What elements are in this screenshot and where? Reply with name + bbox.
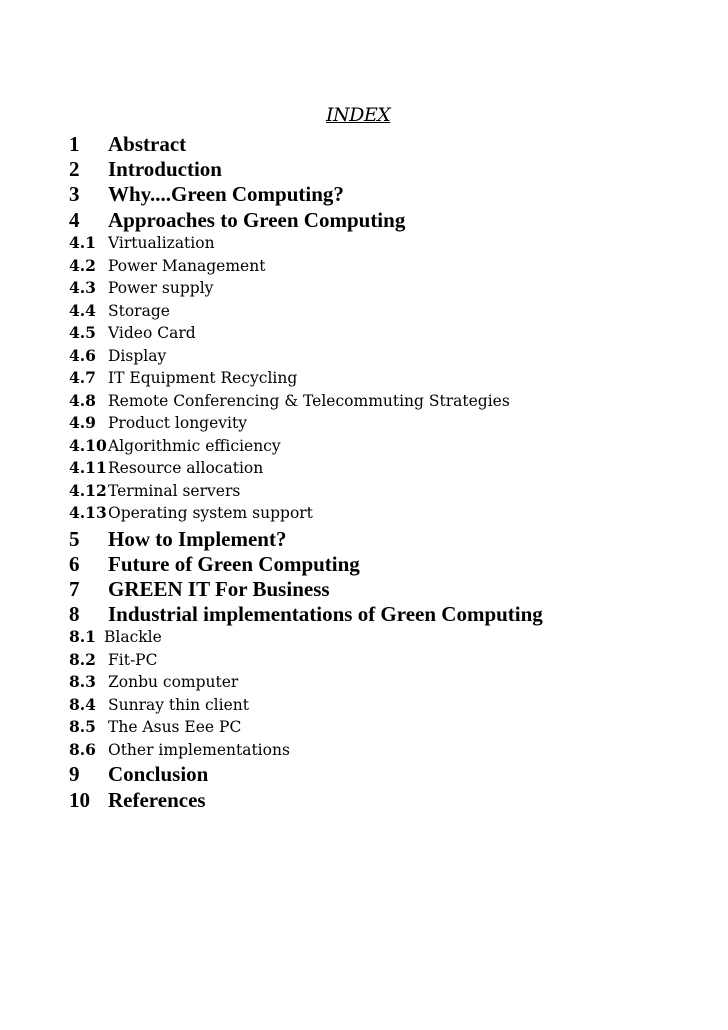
toc-entry-number: 4.13: [69, 503, 107, 522]
toc-subsection-entry: [69, 323, 196, 343]
toc-entry-label: Zonbu computer: [108, 673, 239, 691]
toc-entry-label: Algorithmic efficiency: [108, 437, 281, 455]
toc-subsection-entry: [69, 413, 247, 433]
toc-entry-number: 4.12: [69, 481, 107, 500]
toc-subsection-entry: [69, 503, 313, 523]
toc-entry-number: 5: [69, 527, 80, 551]
toc-section-entry: [69, 182, 344, 206]
toc-section-entry: [69, 602, 543, 626]
page-title: INDEX: [326, 104, 391, 126]
toc-entry-number: 4.10: [69, 436, 107, 455]
toc-entry-label: Future of Green Computing: [108, 552, 360, 576]
toc-entry-label: IT Equipment Recycling: [108, 369, 298, 387]
toc-subsection-entry: [69, 436, 281, 456]
toc-entry-label: Display: [108, 347, 167, 365]
toc-section-entry: [69, 788, 206, 812]
toc-section-entry: [69, 762, 208, 786]
toc-subsection-entry: [69, 672, 238, 692]
toc-entry-number: 4.9: [69, 413, 96, 432]
toc-section-entry: [69, 527, 286, 551]
toc-entry-number: 4.8: [69, 391, 96, 410]
toc-entry-number: 4.6: [69, 346, 96, 365]
toc-entry-label: Virtualization: [108, 234, 215, 252]
toc-entry-number: 8.3: [69, 672, 96, 691]
toc-subsection-entry: [69, 695, 249, 715]
toc-entry-number: 6: [69, 552, 80, 576]
toc-entry-label: Fit-PC: [108, 651, 158, 669]
toc-entry-number: 4.11: [69, 458, 107, 477]
toc-entry-label: Abstract: [108, 132, 187, 156]
toc-entry-number: 4: [69, 208, 80, 232]
toc-entry-number: 2: [69, 157, 80, 181]
toc-entry-number: 7: [69, 577, 80, 601]
toc-entry-label: Other implementations: [108, 741, 290, 759]
toc-entry-label: Product longevity: [108, 414, 247, 432]
toc-subsection-entry: [69, 391, 510, 411]
toc-section-entry: [69, 157, 222, 181]
toc-subsection-entry: [69, 256, 265, 276]
toc-entry-label: Remote Conferencing & Telecommuting Strategies: [108, 392, 510, 410]
toc-subsection-entry: [69, 740, 290, 760]
toc-subsection-entry: [69, 481, 240, 501]
toc-entry-number: 8.5: [69, 717, 96, 736]
toc-section-entry: [69, 552, 360, 576]
toc-entry-label: How to Implement?: [108, 527, 287, 551]
toc-entry-label: Industrial implementations of Green Computing: [108, 602, 543, 626]
toc-entry-label: Video Card: [108, 324, 196, 342]
toc-subsection-entry: [69, 650, 157, 670]
toc-entry-label: Storage: [108, 302, 170, 320]
toc-subsection-entry: [69, 278, 213, 298]
toc-entry-label: Conclusion: [108, 762, 209, 786]
toc-entry-label: References: [108, 788, 206, 812]
toc-entry-number: 10: [69, 788, 90, 812]
toc-entry-number: 8.6: [69, 740, 96, 759]
toc-entry-label: Power Management: [108, 257, 266, 275]
toc-entry-number: 8: [69, 602, 80, 626]
toc-entry-number: 3: [69, 182, 80, 206]
toc-entry-number: 4.2: [69, 256, 96, 275]
toc-entry-number: 9: [69, 762, 80, 786]
toc-subsection-entry: [69, 458, 263, 478]
toc-subsection-entry: [69, 627, 162, 647]
toc-entry-number: 8.4: [69, 695, 96, 714]
toc-entry-number: 8.2: [69, 650, 96, 669]
toc-section-entry: [69, 132, 186, 156]
toc-entry-label: Introduction: [108, 157, 222, 181]
toc-entry-number: 1: [69, 132, 80, 156]
toc-entry-label: GREEN IT For Business: [108, 577, 330, 601]
toc-section-entry: [69, 208, 405, 232]
toc-entry-label: Power supply: [108, 279, 214, 297]
toc-entry-label: The Asus Eee PC: [108, 718, 242, 736]
toc-section-entry: [69, 577, 330, 601]
toc-entry-number: 4.4: [69, 301, 96, 320]
toc-entry-number: 4.3: [69, 278, 96, 297]
toc-entry-label: Approaches to Green Computing: [108, 208, 406, 232]
toc-entry-label: Resource allocation: [108, 459, 264, 477]
toc-entry-number: 4.5: [69, 323, 96, 342]
toc-subsection-entry: [69, 233, 215, 253]
toc-entry-number: 8.1: [69, 627, 96, 646]
toc-entry-label: Sunray thin client: [108, 696, 249, 714]
toc-entry-label: Blackle: [104, 628, 162, 646]
toc-subsection-entry: [69, 301, 170, 321]
toc-entry-label: Why....Green Computing?: [108, 182, 344, 206]
toc-entry-label: Operating system support: [108, 504, 313, 522]
toc-entry-label: Terminal servers: [108, 482, 241, 500]
toc-subsection-entry: [69, 717, 241, 737]
toc-subsection-entry: [69, 368, 297, 388]
toc-entry-number: 4.7: [69, 368, 96, 387]
toc-entry-number: 4.1: [69, 233, 96, 252]
toc-subsection-entry: [69, 346, 166, 366]
